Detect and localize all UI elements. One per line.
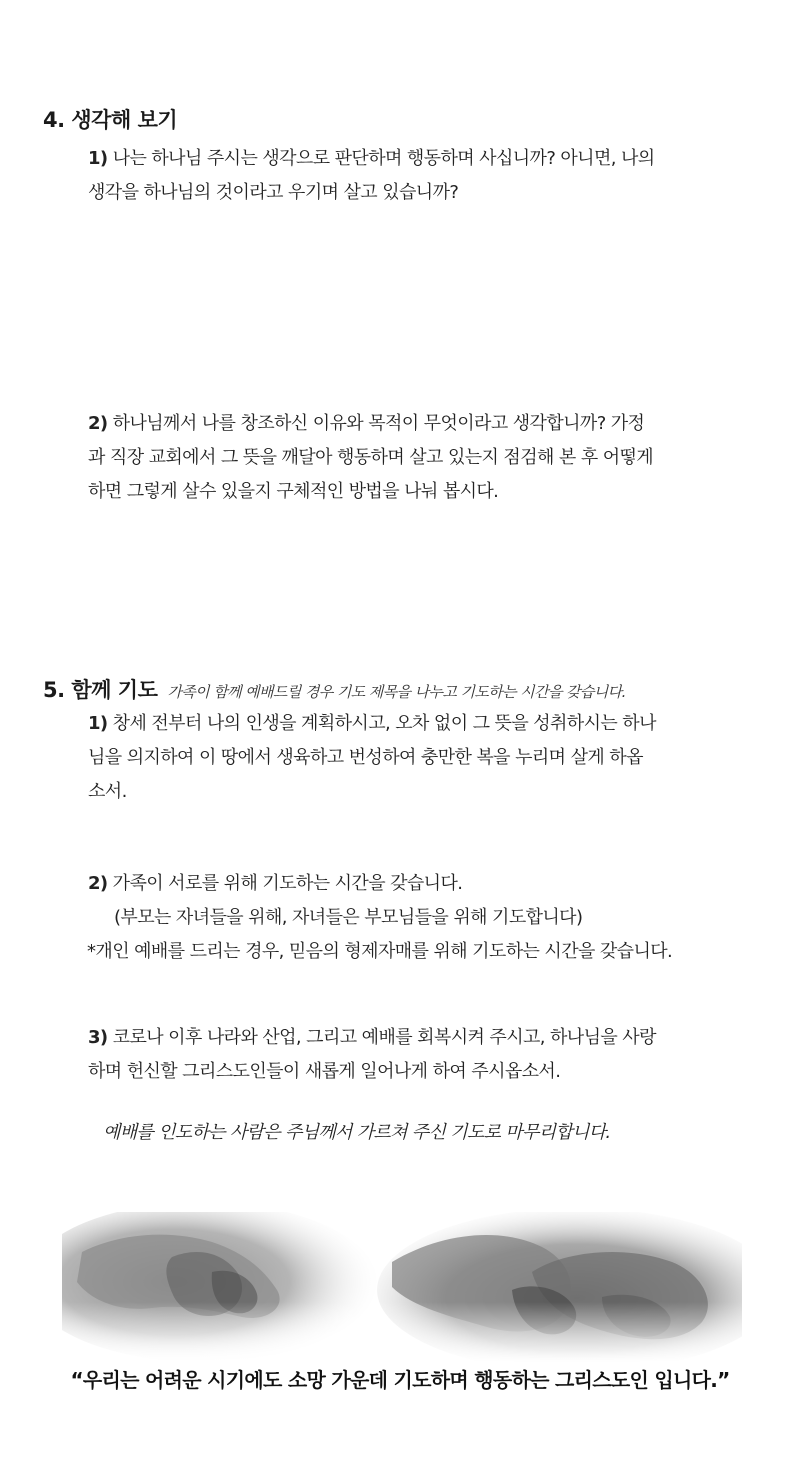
section-5-title: 5. 함께 기도: [43, 678, 158, 702]
prayer-item-1: [88, 707, 758, 809]
prayer-2-line-1: 가족이 서로를 위해 기도하는 시간을 갖습니다.: [107, 873, 463, 894]
question-2-line-1: 하나님께서 나를 창조하신 이유와 목적이 무엇이라고 생각합니까? 가정: [107, 413, 645, 434]
question-2-line-3: 하면 그렇게 살수 있을지 구체적인 방법을 나눠 봅시다.: [88, 481, 499, 502]
section-5-subtitle: 가족이 함께 예배드릴 경우 기도 제목을 나누고 기도하는 시간을 갖습니다.: [167, 683, 626, 701]
prayer-2-line-3: *개인 예배를 드리는 경우, 믿음의 형제자매를 위해 기도하는 시간을 갖습니다.: [87, 941, 673, 962]
section-4-heading: [43, 104, 177, 134]
prayer-item-3: [88, 1021, 758, 1089]
section-4-question-2: [88, 407, 758, 509]
question-1-line-2: 생각을 하나님의 것이라고 우기며 살고 있습니까?: [88, 182, 459, 203]
prayer-1-number: 1): [88, 713, 108, 734]
prayer-item-2: [88, 867, 758, 969]
prayer-2-number: 2): [88, 873, 108, 894]
closing-prayer-note: 예배를 인도하는 사람은 주님께서 가르쳐 주신 기도로 마무리합니다.: [103, 1122, 611, 1143]
praying-hands-illustration: [62, 1212, 742, 1362]
prayer-1-line-1: 창세 전부터 나의 인생을 계획하시고, 오차 없이 그 뜻을 성취하시는 하나: [107, 713, 656, 734]
question-2-line-2: 과 직장 교회에서 그 뜻을 깨달아 행동하며 살고 있는지 점검해 본 후 어떻게: [88, 447, 654, 468]
prayer-1-line-2: 님을 의지하여 이 땅에서 생육하고 번성하여 충만한 복을 누리며 살게 하옵: [88, 747, 643, 768]
section-4-question-1: [88, 142, 758, 210]
prayer-3-line-1: 코로나 이후 나라와 산업, 그리고 예배를 회복시켜 주시고, 하나님을 사랑: [107, 1027, 656, 1048]
prayer-3-line-2: 하며 헌신할 그리스도인들이 새롭게 일어나게 하여 주시옵소서.: [88, 1061, 561, 1082]
section-4-title: 4. 생각해 보기: [43, 108, 178, 132]
prayer-3-number: 3): [88, 1027, 108, 1048]
prayer-2-line-2: (부모는 자녀들을 위해, 자녀들은 부모님들을 위해 기도합니다): [114, 907, 583, 928]
question-1-number: 1): [88, 148, 108, 169]
closing-quote: “우리는 어려운 시기에도 소망 가운데 기도하며 행동하는 그리스도인 입니다.”: [70, 1368, 730, 1392]
question-1-line-1: 나는 하나님 주시는 생각으로 판단하며 행동하며 사십니까? 아니면, 나의: [107, 148, 655, 169]
section-5-heading: [43, 674, 626, 704]
prayer-1-line-3: 소서.: [88, 781, 127, 802]
question-2-number: 2): [88, 413, 108, 434]
